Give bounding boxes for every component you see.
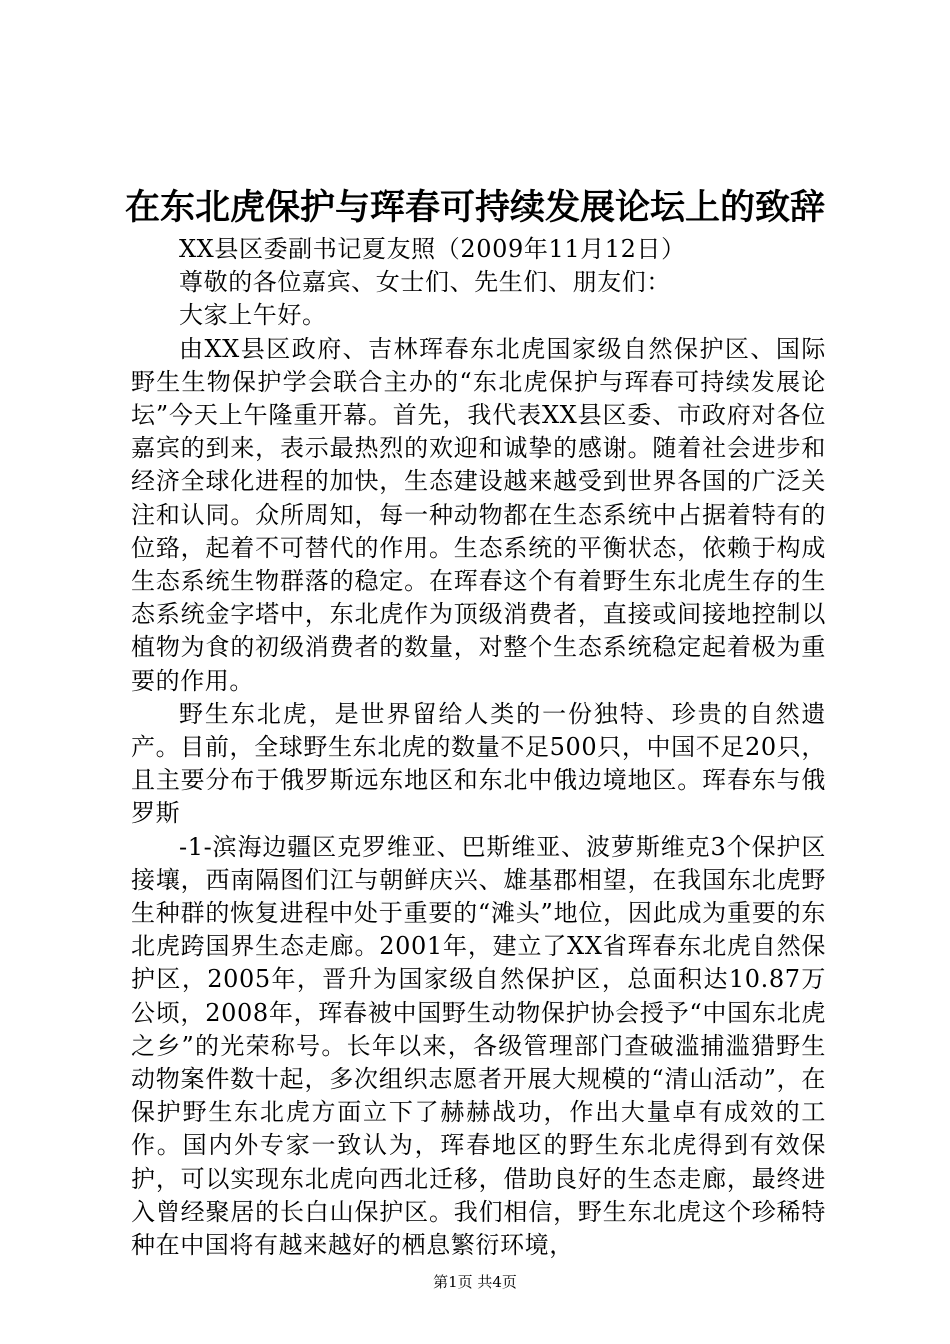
document-title: 在东北虎保护与珲春可持续发展论坛上的致辞 — [124, 188, 825, 228]
document-body — [131, 233, 826, 1262]
body-paragraph: -1-滨海边疆区克罗维亚、巴斯维亚、波萝斯维克3个保护区接壤，西南隔图们江与朝鲜庆兴、雄基郡相望，在我国东北虎野生种群的恢复进程中处于重要的“滩头”地位，因此成为重要的东北虎跨国界生态走廊。2001年，建立了XX省珲春东北虎自然保护区，2005年，晋升为国家级自然保护区，总面积达10.87万公顷，2008年，珲春被中国野生动物保护协会授予“中国东北虎之乡”的光荣称号。长年以来，各级管理部门查破滥捕滥猎野生动物案件数十起，多次组织志愿者开展大规模的“清山活动”，在保护野生东北虎方面立下了赫赫战功，作出大量卓有成效的工作。国内外专家一致认为，珲春地区的野生东北虎得到有效保护，可以实现东北虎向西北迁移，借助良好的生态走廊，最终进入曾经聚居的长白山保护区。我们相信，野生东北虎这个珍稀特种在中国将有越来越好的栖息繁衍环境， — [131, 832, 826, 1260]
page-footer: 第1页 共4页 — [433, 1273, 517, 1291]
body-paragraph: 由XX县区政府、吉林珲春东北虎国家级自然保护区、国际野生生物保护学会联合主办的“东北虎保护与珲春可持续发展论坛”今天上午隆重开幕。首先，我代表XX县区委、市政府对各位嘉宾的到来，表示最热烈的欢迎和诚挚的感谢。随着社会进步和经济全球化进程的加快，生态建设越来越受到世界各国的广泛关注和认同。众所周知，每一种动物都在生态系统中占据着特有的位臵，起着不可替代的作用。生态系统的平衡状态，依赖于构成生态系统生物群落的稳定。在珲春这个有着野生东北虎生存的生态系统金字塔中，东北虎作为顶级消费者，直接或间接地控制以植物为食的初级消费者的数量，对整个生态系统稳定起着极为重要的作用。 — [131, 334, 826, 695]
author-line: XX县区委副书记夏友照（2009年11月12日） — [179, 235, 686, 263]
greeting: 大家上午好。 — [179, 301, 327, 330]
body-paragraph: 野生东北虎，是世界留给人类的一份独特、珍贵的自然遗产。目前，全球野生东北虎的数量不足500只，中国不足20只，且主要分布于俄罗斯远东地区和东北中俄边境地区。珲春东与俄罗斯 — [131, 699, 826, 828]
salutation: 尊敬的各位嘉宾、女士们、先生们、朋友们： — [179, 268, 671, 297]
